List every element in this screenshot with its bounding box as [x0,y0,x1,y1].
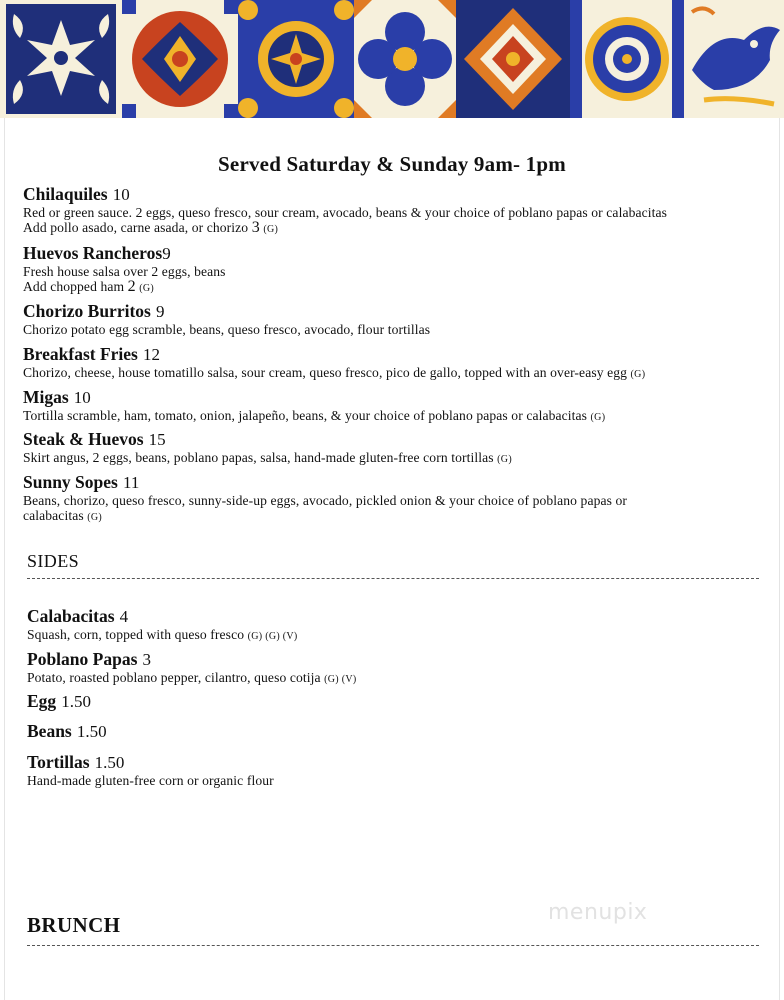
menu-item-breakfast-fries [23,345,768,382]
bird-tile-icon [684,0,784,118]
item-name: Steak & Huevos [23,429,144,449]
item-tag: (G) [87,512,103,523]
item-addon-price: 2 [127,278,136,295]
item-price: 15 [148,430,166,449]
item-name: Chorizo Burritos [23,301,151,321]
page-border-right [779,118,780,1000]
item-addon-price: 3 [251,219,260,236]
item-tag: (G) [263,224,279,235]
menu-item-migas [23,388,768,425]
item-description: Hand-made gluten-free corn or organic flour [27,773,274,788]
item-price: 9 [162,244,171,263]
item-name: Sunny Sopes [23,472,118,492]
dove-tile-icon [0,0,122,118]
item-description-cont: calabacitas [23,508,84,523]
item-description: Potato, roasted poblano pepper, cilantro, queso cotija [27,670,321,685]
item-price: 11 [122,473,140,492]
item-price: 1.50 [94,753,125,772]
item-name: Chilaquiles [23,184,108,204]
orange-diamond-tile-icon [456,0,570,118]
menu-item-chilaquiles [23,185,768,237]
blue-flower-tile-icon [354,0,456,118]
item-name: Poblano Papas [27,649,138,669]
item-description: Chorizo, cheese, house tomatillo salsa, sour cream, queso fresco, pico de gallo, topped with an over-easy egg [23,365,628,380]
item-price: 1.50 [76,722,107,741]
item-tag: (G) [139,283,155,294]
tile-banner [0,0,784,118]
side-item-tortillas [27,753,767,788]
red-quatrefoil-tile-icon [122,0,238,118]
item-name: Migas [23,387,69,407]
side-item-egg [27,692,767,712]
item-price: 10 [112,185,130,204]
item-price: 1.50 [61,692,92,711]
item-description: Chorizo potato egg scramble, beans, queso fresco, avocado, flour tortillas [23,322,431,337]
item-addon: Add chopped ham [23,279,125,294]
item-price: 3 [142,650,151,669]
item-description: Squash, corn, topped with queso fresco [27,627,245,642]
menu-item-chorizo-burritos [23,302,768,337]
gold-medallion-tile-icon [238,0,354,118]
item-price: 9 [155,302,165,321]
item-name: Calabacitas [27,606,115,626]
section-divider [27,945,759,946]
item-name: Huevos Rancheros [23,243,163,263]
menu-heading: Served Saturday & Sunday 9am- 1pm [218,152,566,176]
item-name: Beans [27,721,72,741]
item-tags: (G) (V) [324,674,357,685]
item-name: Tortillas [27,752,90,772]
menu-item-steak-huevos [23,430,768,467]
item-tags: (G) (G) (V) [247,631,298,642]
item-price: 10 [73,388,91,407]
side-item-poblano-papas [27,650,767,687]
item-addon: Add pollo asado, carne asada, or chorizo [23,220,249,235]
side-item-calabacitas [27,607,767,644]
section-title-brunch: BRUNCH [27,913,121,937]
page-border-left [4,118,5,1000]
item-tag: (G) [497,454,512,465]
item-name: Egg [27,691,57,711]
item-price: 4 [119,607,129,626]
menu-item-huevos-rancheros [23,244,768,296]
item-description: Red or green sauce. 2 eggs, queso fresco, sour cream, avocado, beans & your choice of poblano papas or calabacitas [23,205,668,220]
side-item-beans [27,722,767,742]
item-price: 12 [142,345,160,364]
watermark: menupix [548,900,648,925]
item-description: Beans, chorizo, queso fresco, sunny-side-up eggs, avocado, pickled onion & your choice of poblano papas or [23,493,628,508]
section-divider [27,578,759,579]
item-description: Tortilla scramble, ham, tomato, onion, jalapeño, beans, & your choice of poblano papas or calabacitas [23,408,588,423]
section-title-sides: SIDES [27,551,80,571]
blue-rosette-tile-icon [570,0,684,118]
menu-item-sunny-sopes [23,473,768,525]
item-name: Breakfast Fries [23,344,138,364]
item-description: Skirt angus, 2 eggs, beans, poblano papas, salsa, hand-made gluten-free corn tortillas [23,450,494,465]
item-tag: (G) [590,412,606,423]
item-tag: (G) [630,369,646,380]
item-description: Fresh house salsa over 2 eggs, beans [23,264,226,279]
